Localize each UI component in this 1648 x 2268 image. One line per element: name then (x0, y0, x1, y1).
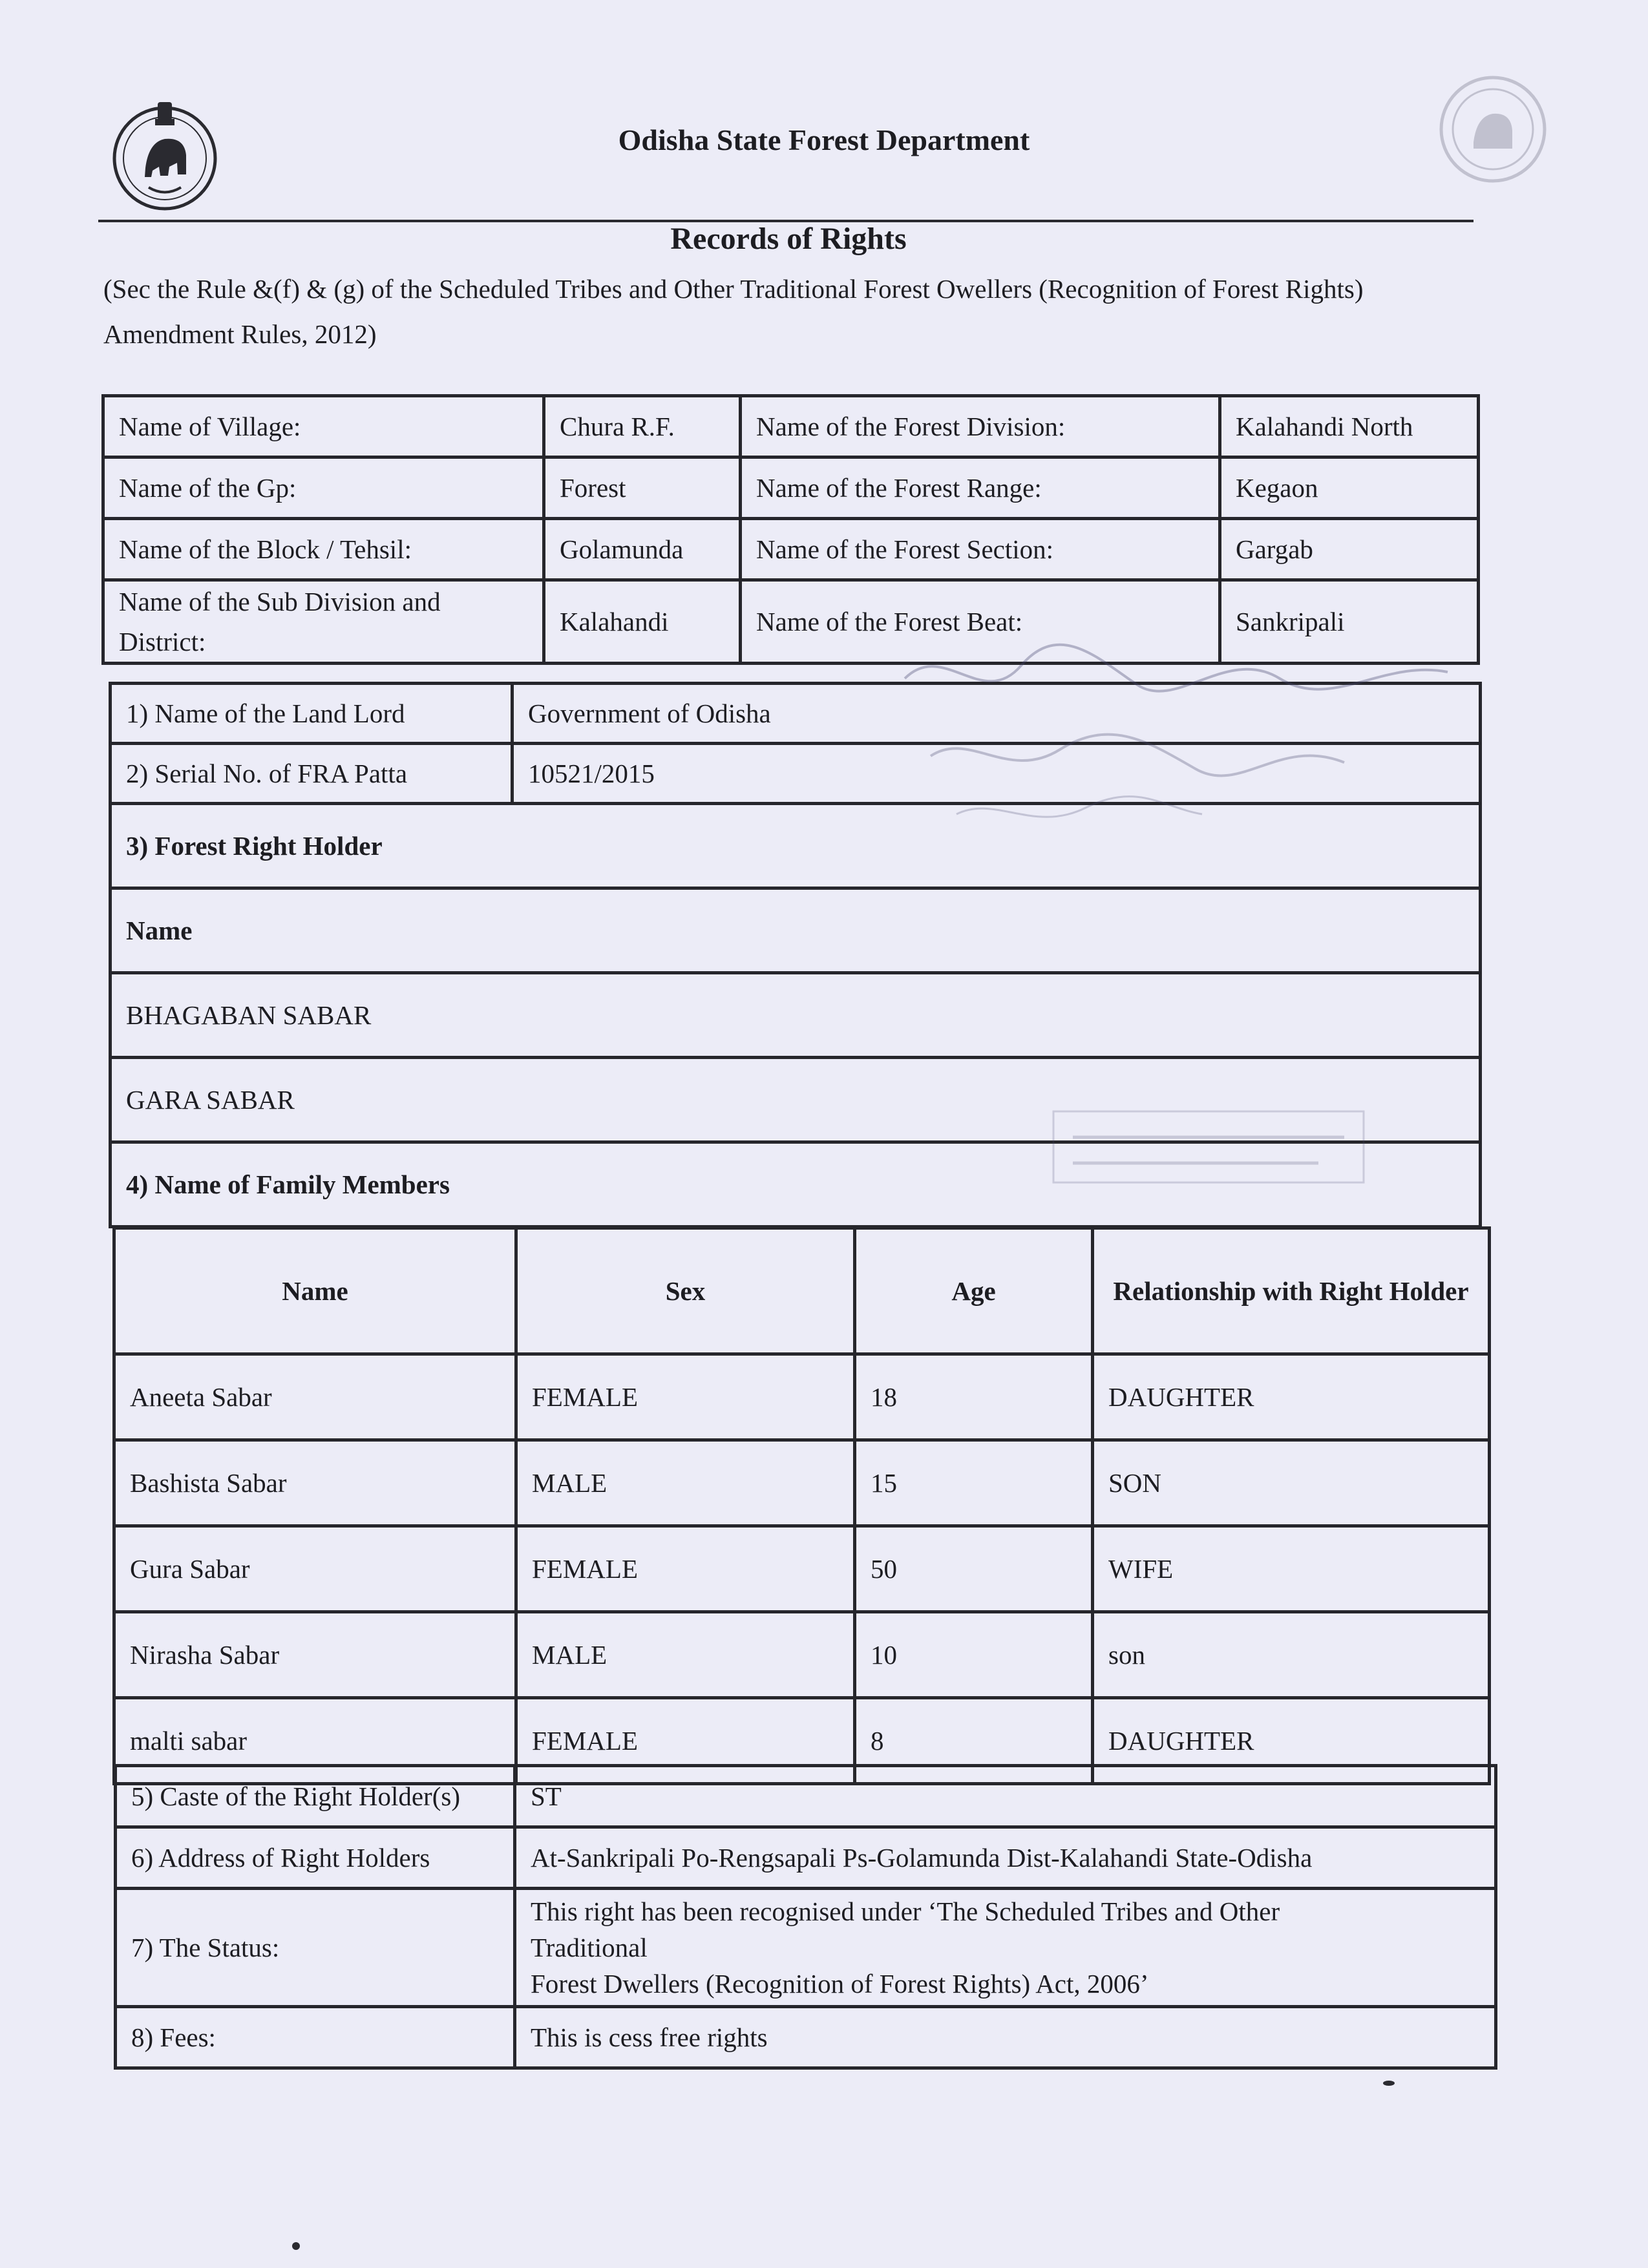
address-value: At-Sankripali Po-Rengsapali Ps-Golamunda Dist-Kalahandi State-Odisha (515, 1827, 1496, 1889)
name-heading-row (111, 888, 1481, 973)
forest-section-label: Name of the Forest Section: (741, 519, 1220, 580)
status-line: Traditional (531, 1933, 648, 1962)
status-line: Forest Dwellers (Recognition of Forest Rights) Act, 2006’ (531, 1969, 1149, 1999)
column-header-age: Age (855, 1228, 1093, 1354)
member-name: malti sabar (114, 1698, 516, 1784)
member-sex: FEMALE (516, 1354, 855, 1440)
land-lord-value: Government of Odisha (512, 684, 1481, 744)
village-value: Chura R.F. (544, 396, 741, 457)
column-header-relationship: Relationship with Right Holder (1093, 1228, 1490, 1354)
member-relationship: DAUGHTER (1093, 1698, 1490, 1784)
land-lord-label: 1) Name of the Land Lord (111, 684, 512, 744)
column-header-name: Name (114, 1228, 516, 1354)
member-sex: FEMALE (516, 1698, 855, 1784)
member-relationship: SON (1093, 1440, 1490, 1526)
location-row (103, 396, 1479, 457)
member-age: 50 (855, 1526, 1093, 1612)
forest-right-holder-heading: 3) Forest Right Holder (111, 804, 1481, 888)
forest-section-value: Gargab (1220, 519, 1479, 580)
forest-division-value: Kalahandi North (1220, 396, 1479, 457)
status-table (114, 1764, 1497, 2070)
gp-value: Forest (544, 457, 741, 519)
gp-label: Name of the Gp: (103, 457, 544, 519)
faint-signature-marks (892, 620, 1474, 853)
family-members-heading: 4) Name of Family Members (111, 1142, 1481, 1227)
table-row (114, 1440, 1490, 1526)
member-relationship: WIFE (1093, 1526, 1490, 1612)
member-sex: MALE (516, 1612, 855, 1698)
forest-beat-label: Name of the Forest Beat: (741, 580, 1220, 664)
location-row (103, 519, 1479, 580)
family-members-table (112, 1226, 1491, 1785)
column-header-sex: Sex (516, 1228, 855, 1354)
holder-row (111, 973, 1481, 1058)
fees-label: 8) Fees: (116, 2007, 515, 2068)
member-name: Nirasha Sabar (114, 1612, 516, 1698)
ink-dot (1383, 2081, 1395, 2086)
table-row (114, 1526, 1490, 1612)
name-heading: Name (111, 888, 1481, 973)
location-row (103, 457, 1479, 519)
village-label: Name of Village: (103, 396, 544, 457)
holder-name: BHAGABAN SABAR (111, 973, 1481, 1058)
forest-beat-value: Sankripali (1220, 580, 1479, 664)
page-title: Records of Rights (670, 222, 907, 256)
status-value (515, 1889, 1496, 2007)
status-label: 7) The Status: (116, 1889, 515, 2007)
fees-value: This is cess free rights (515, 2007, 1496, 2068)
address-label: 6) Address of Right Holders (116, 1827, 515, 1889)
caste-value: ST (515, 1766, 1496, 1827)
serial-label: 2) Serial No. of FRA Patta (111, 744, 512, 804)
forest-range-value: Kegaon (1220, 457, 1479, 519)
address-row (116, 1827, 1496, 1889)
block-label: Name of the Block / Tehsil: (103, 519, 544, 580)
member-relationship: DAUGHTER (1093, 1354, 1490, 1440)
table-row (114, 1354, 1490, 1440)
block-value: Golamunda (544, 519, 741, 580)
family-header-row (114, 1228, 1490, 1354)
member-sex: FEMALE (516, 1526, 855, 1612)
status-row (116, 1889, 1496, 2007)
member-age: 15 (855, 1440, 1093, 1526)
member-name: Bashista Sabar (114, 1440, 516, 1526)
member-age: 8 (855, 1698, 1093, 1784)
faint-stamp-mark (1047, 1098, 1383, 1202)
department-title: Odisha State Forest Department (618, 123, 1030, 156)
forest-division-label: Name of the Forest Division: (741, 396, 1220, 457)
caste-label: 5) Caste of the Right Holder(s) (116, 1766, 515, 1827)
member-name: Aneeta Sabar (114, 1354, 516, 1440)
table-row (114, 1612, 1490, 1698)
fees-row (116, 2007, 1496, 2068)
member-age: 10 (855, 1612, 1093, 1698)
holder-name: GARA SABAR (111, 1058, 1481, 1142)
status-line: This right has been recognised under ‘The Scheduled Tribes and Other (531, 1896, 1280, 1926)
member-age: 18 (855, 1354, 1093, 1440)
ink-dot (292, 2242, 300, 2250)
subdivision-label: Name of the Sub Division and District: (103, 580, 544, 664)
forest-range-label: Name of the Forest Range: (741, 457, 1220, 519)
serial-value: 10521/2015 (512, 744, 1481, 804)
caste-row (116, 1766, 1496, 1827)
member-name: Gura Sabar (114, 1526, 516, 1612)
member-relationship: son (1093, 1612, 1490, 1698)
member-sex: MALE (516, 1440, 855, 1526)
subdivision-value: Kalahandi (544, 580, 741, 664)
rule-reference-text: (Sec the Rule &(f) & (g) of the Scheduled Tribes and Other Traditional Forest Owellers (Recognition of Forest Rights) Amendment Rules, 2012) (103, 274, 1364, 349)
